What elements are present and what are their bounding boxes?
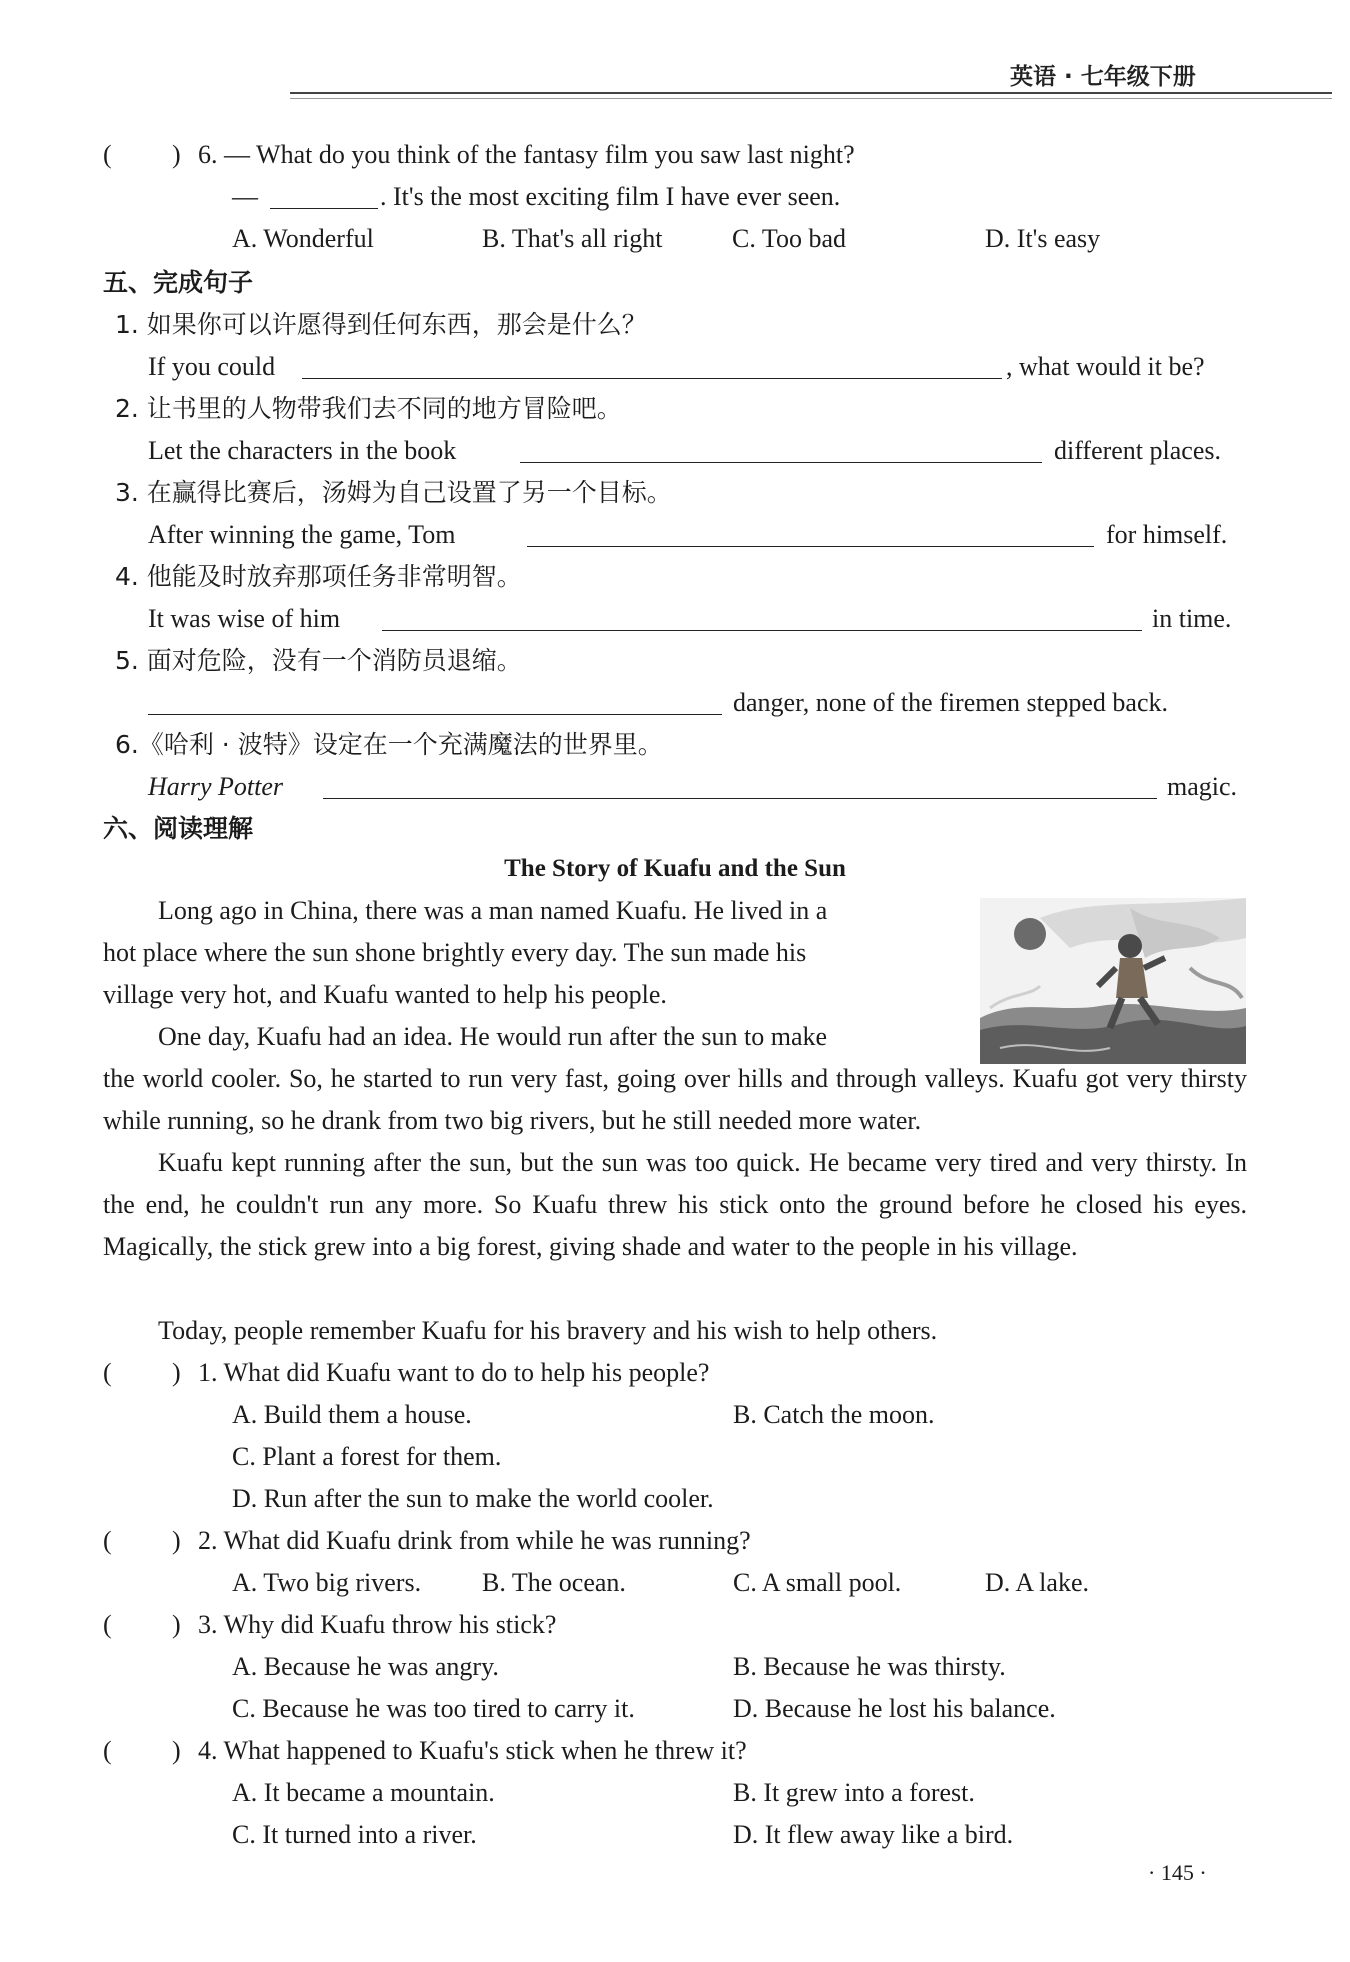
- q6-reply-line: [0, 176, 1350, 218]
- q6-prompt: 6. — What do you think of the fantasy film you saw last night?: [198, 140, 855, 169]
- rq1-option-a: A. Build them a house.: [232, 1400, 472, 1429]
- story-line-3: [0, 974, 1350, 1016]
- rq3-options-row2: [0, 1688, 1350, 1730]
- s5-item-6-chinese: 6.《哈利 · 波特》设定在一个充满魔法的世界里。: [115, 730, 663, 759]
- s5-item-1-before: If you could: [148, 352, 276, 381]
- header-rule-thin: [290, 98, 1332, 99]
- s5-item-3-after: for himself.: [1106, 520, 1228, 549]
- s5-item-3-blank[interactable]: [527, 546, 1094, 547]
- story-line-3-text: village very hot, and Kuafu wanted to help his people.: [103, 980, 667, 1009]
- rq4-option-c: C. It turned into a river.: [232, 1820, 477, 1849]
- rq4-options-row2: [0, 1814, 1350, 1856]
- page-number: · 145 ·: [1148, 1860, 1207, 1885]
- s5-item-5-en: [0, 682, 1350, 724]
- rq1-option-d: D. Run after the sun to make the world cooler.: [232, 1484, 714, 1513]
- q6-option-d: D. It's easy: [985, 224, 1101, 253]
- rq4-option-b: B. It grew into a forest.: [733, 1778, 975, 1807]
- rq1-prompt: 1. What did Kuafu want to do to help his people?: [198, 1358, 710, 1387]
- s5-item-1-blank[interactable]: [302, 378, 1002, 379]
- s5-item-5-cn: [0, 640, 1350, 682]
- answer-paren-open: (: [103, 1610, 112, 1639]
- s5-item-3-cn: [0, 472, 1350, 514]
- q6-reply-rest: . It's the most exciting film I have ever seen.: [380, 182, 841, 211]
- s5-item-6-blank[interactable]: [323, 798, 1157, 799]
- q6-option-b: B. That's all right: [482, 224, 663, 253]
- story-line-1-text: Long ago in China, there was a man named Kuafu. He lived in a: [158, 896, 828, 925]
- rq4-option-a: A. It became a mountain.: [232, 1778, 495, 1807]
- rq4-line: [0, 1730, 1350, 1772]
- answer-paren-close: ): [172, 1358, 181, 1387]
- rq1-option-c: C. Plant a forest for them.: [232, 1442, 502, 1471]
- story-title: The Story of Kuafu and the Sun: [504, 855, 846, 882]
- s5-item-5-blank[interactable]: [148, 714, 722, 715]
- q6-reply-dash: —: [232, 182, 258, 211]
- s5-item-4-after: in time.: [1152, 604, 1232, 633]
- s5-item-4-blank[interactable]: [382, 630, 1142, 631]
- rq2-option-d: D. A lake.: [985, 1568, 1089, 1597]
- story-line-2-text: hot place where the sun shone brightly every day. The sun made his: [103, 938, 807, 967]
- s5-item-5-chinese: 5. 面对危险，没有一个消防员退缩。: [115, 646, 522, 675]
- rq1-option-b: B. Catch the moon.: [733, 1400, 935, 1429]
- s5-item-2-blank[interactable]: [520, 462, 1042, 463]
- rq2-prompt: 2. What did Kuafu drink from while he was running?: [198, 1526, 751, 1555]
- q6-line: [0, 134, 1350, 176]
- rq3-options-row1: [0, 1646, 1350, 1688]
- rq2-option-b: B. The ocean.: [482, 1568, 626, 1597]
- header-rule: [290, 92, 1332, 94]
- q6-option-a: A. Wonderful: [232, 224, 374, 253]
- rq1-line: [0, 1352, 1350, 1394]
- s5-item-3-en: [0, 514, 1350, 556]
- rq3-prompt: 3. Why did Kuafu throw his stick?: [198, 1610, 557, 1639]
- s5-item-1-en: [0, 346, 1350, 388]
- s5-item-2-before: Let the characters in the book: [148, 436, 457, 465]
- rq1-options-row3: [0, 1478, 1350, 1520]
- s5-item-2-after: different places.: [1054, 436, 1221, 465]
- s5-item-3-before: After winning the game, Tom: [148, 520, 456, 549]
- answer-paren-close: ): [172, 140, 181, 169]
- s5-item-2-cn: [0, 388, 1350, 430]
- s5-item-4-en: [0, 598, 1350, 640]
- book-header-title: 英语 · 七年级下册: [1010, 64, 1196, 90]
- story-para-4: Today, people remember Kuafu for his bravery and his wish to help others.: [158, 1316, 938, 1345]
- s5-item-6-en: [0, 766, 1350, 808]
- s5-item-3-chinese: 3. 在赢得比赛后，汤姆为自己设置了另一个目标。: [115, 478, 672, 507]
- story-line-4: [0, 1016, 1350, 1058]
- s5-item-6-cn: [0, 724, 1350, 766]
- answer-paren-open: (: [103, 1736, 112, 1765]
- answer-paren-close: ): [172, 1610, 181, 1639]
- rq1-options-row2: [0, 1436, 1350, 1478]
- story-line-2: [0, 932, 1350, 974]
- rq4-options-row1: [0, 1772, 1350, 1814]
- q6-options: [0, 218, 1350, 260]
- rq2-option-c: C. A small pool.: [733, 1568, 902, 1597]
- s5-item-6-before: Harry Potter: [148, 772, 284, 801]
- rq3-option-c: C. Because he was too tired to carry it.: [232, 1694, 635, 1723]
- rq3-option-d: D. Because he lost his balance.: [733, 1694, 1056, 1723]
- q6-option-c: C. Too bad: [732, 224, 846, 253]
- section-5-heading: 五、完成句子: [103, 268, 254, 297]
- answer-paren-open: (: [103, 1526, 112, 1555]
- rq2-options: [0, 1562, 1350, 1604]
- answer-paren-close: ): [172, 1526, 181, 1555]
- rq1-options-row1: [0, 1394, 1350, 1436]
- s5-item-4-before: It was wise of him: [148, 604, 341, 633]
- s5-item-1-after: , what would it be?: [1006, 352, 1205, 381]
- s5-item-5-after: danger, none of the firemen stepped back.: [733, 688, 1169, 717]
- s5-item-4-cn: [0, 556, 1350, 598]
- rq3-line: [0, 1604, 1350, 1646]
- s5-item-1-cn: [0, 304, 1350, 346]
- answer-paren-close: ): [172, 1736, 181, 1765]
- story-line-1: [0, 890, 1350, 932]
- s5-item-4-chinese: 4. 他能及时放弃那项任务非常明智。: [115, 562, 522, 591]
- s5-item-2-en: [0, 430, 1350, 472]
- rq2-line: [0, 1520, 1350, 1562]
- rq3-option-a: A. Because he was angry.: [232, 1652, 499, 1681]
- s5-item-1-chinese: 1. 如果你可以许愿得到任何东西，那会是什么？: [115, 310, 647, 339]
- story-para-3: Kuafu kept running after the sun, but the sun was too quick. He became very tired and very thirsty. In the end, he couldn't run any more. So Kuafu threw his stick onto the ground before he closed his eyes. Magically, the stick grew into a big forest, giving shade and water to the people in his village.: [103, 1148, 1247, 1261]
- rq2-option-a: A. Two big rivers.: [232, 1568, 422, 1597]
- section-6-heading: 六、阅读理解: [103, 814, 254, 843]
- story-para-2-rest: the world cooler. So, he started to run very fast, going over hills and through valleys. Kuafu got very thirsty while running, so he drank from two big rivers, but he still needed more water.: [103, 1064, 1247, 1135]
- q6-answer-blank[interactable]: [270, 208, 378, 209]
- rq4-prompt: 4. What happened to Kuafu's stick when he threw it?: [198, 1736, 747, 1765]
- s5-item-6-after: magic.: [1167, 772, 1238, 801]
- s5-item-2-chinese: 2. 让书里的人物带我们去不同的地方冒险吧。: [115, 394, 622, 423]
- story-line-4-text: One day, Kuafu had an idea. He would run after the sun to make: [158, 1022, 828, 1051]
- answer-paren-open: (: [103, 140, 112, 169]
- rq4-option-d: D. It flew away like a bird.: [733, 1820, 1014, 1849]
- rq3-option-b: B. Because he was thirsty.: [733, 1652, 1006, 1681]
- answer-paren-open: (: [103, 1358, 112, 1387]
